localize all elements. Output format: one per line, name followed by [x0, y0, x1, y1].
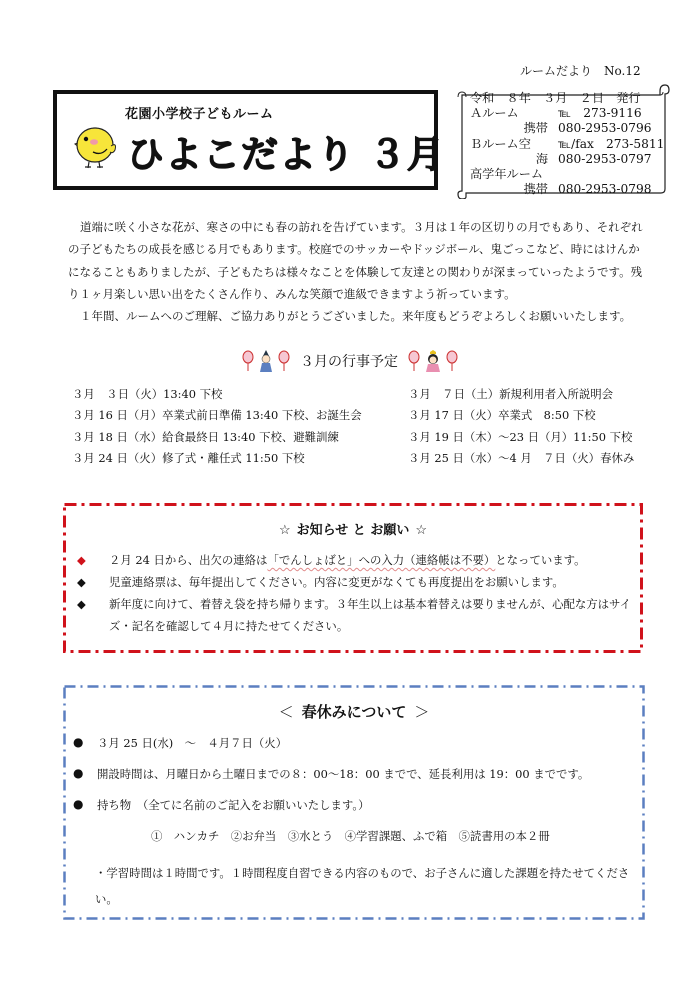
spring-break-box [63, 685, 645, 920]
contact-value: 080-2953-0796 [558, 121, 652, 136]
notice-text: となっています。 [495, 553, 586, 567]
ohinasama-doll-icon [424, 350, 442, 372]
spring-text: ３月 25 日(水) ～ ４月７日（火） [97, 736, 288, 750]
event-item: ３月 24 日（火）修了式・離任式 11:50 下校 [72, 450, 305, 465]
intro-paragraph: １年間、ルームへのご理解、ご協力ありがとうございました。来年度もどうぞよろしくお願いいたします。 [80, 309, 632, 324]
lantern-icon [278, 350, 290, 372]
notice-list [77, 549, 632, 637]
lantern-icon [408, 350, 420, 372]
event-item: ３月 ３日（火）13:40 下校 [72, 387, 223, 401]
contact-value: 080-2953-0798 [558, 182, 652, 197]
spring-item [73, 766, 633, 797]
star-icon: ☆ [415, 523, 427, 538]
event-row [72, 386, 652, 407]
contact-label: Ｂルーム空 [470, 136, 531, 151]
bullet-icon: ● [73, 797, 84, 811]
notice-item [77, 571, 632, 593]
notice-title: お知らせ と お願い [296, 523, 410, 538]
intro-text [68, 216, 648, 327]
lantern-icon [446, 350, 458, 372]
chick-icon [71, 122, 121, 172]
bracket-close: ＞ [414, 703, 430, 721]
notice-text: ２月 24 日から、出欠の連絡は [109, 553, 268, 567]
event-row [72, 407, 652, 428]
belongings-list: ① ハンカチ ②お弁当 ③水とう ④学習課題、ふで箱 ⑤読書用の本２冊 [151, 829, 550, 843]
bracket-open: ＜ [278, 703, 294, 721]
notice-item [77, 593, 632, 637]
spring-list [73, 735, 633, 912]
contact-label: Ａルーム [470, 106, 519, 121]
spring-title: 春休みについて [301, 703, 407, 721]
bullet-icon: ● [73, 735, 84, 749]
page-title: ひよこだより ３月 [127, 133, 445, 176]
star-icon: ☆ [279, 523, 291, 538]
diamond-bullet-icon: ◆ [77, 553, 86, 567]
event-row [72, 429, 652, 450]
diamond-bullet-icon: ◆ [77, 597, 86, 611]
spring-text: 開設時間は、月曜日から土曜日までの８：00～18：00 までで、延長利用は 19：00 までです。 [97, 767, 590, 781]
school-name: 花園小学校子どもルーム [125, 107, 274, 122]
notice-text: 新年度に向けて、着替え袋を持ち帰ります。３年生以上は基本着替えは要りませんが、心配な方はサイズ・記名を確認して４月に持たせてください。 [109, 597, 632, 633]
contact-label: 携帯 [523, 121, 548, 136]
odairisama-doll-icon [258, 350, 274, 372]
contact-label: 高学年ルーム [470, 167, 544, 182]
notice-box [63, 503, 643, 653]
contact-value: ℡/fax 273-5811 [558, 136, 665, 151]
event-item: ３月 17 日（火）卒業式 8:50 下校 [408, 408, 596, 423]
notice-text: 児童連絡票は、毎年提出してください。内容に変更がなくても再度提出をお願いします。 [109, 575, 564, 589]
issue-date: 令和 ８年 ３月 ２日 発行 [470, 91, 641, 105]
spring-heading [63, 701, 645, 722]
events-title: ３月の行事予定 [300, 354, 398, 370]
contact-value: ℡ 273-9116 [558, 106, 642, 121]
event-item: ３月 19 日（木）～23 日（月）11:50 下校 [408, 429, 633, 444]
event-item: ３月 ７日（土）新規利用者入所説明会 [408, 387, 614, 401]
contact-info [470, 91, 664, 197]
event-item: ３月 18 日（水）給食最終日 13:40 下校、避難訓練 [72, 429, 339, 444]
lantern-icon [242, 350, 254, 372]
spring-item [73, 735, 633, 766]
spring-text: 持ち物 （全てに名前のご記入をお願いいたします。） [97, 798, 370, 812]
spring-item [73, 797, 633, 828]
contact-value: 080-2953-0797 [558, 151, 652, 166]
event-item: ３月 16 日（月）卒業式前日準備 13:40 下校、お誕生会 [72, 408, 362, 423]
notice-item [77, 549, 632, 571]
notice-highlight: 「でんしょばと」への入力（連絡帳は不要） [267, 553, 496, 567]
events-heading [242, 350, 458, 372]
intro-paragraph: 道端に咲く小さな花が、寒さの中にも春の訪れを告げています。３月は１年の区切りの月でもあり、それぞれの子どもたちの成長を感じる月でもあります。校庭でのサッカーやドッジボール、鬼ごっこなど、時にはけんかになることもありましたが、子どもたちは様々なことを体験して友達との関わりが深まっていったようです。残り１ヶ月楽しい思い出をたくさん作り、みんな笑顔で進級できますよう祈っています。 [68, 220, 643, 301]
notice-heading [63, 519, 643, 538]
contact-label: 携帯 [523, 182, 548, 197]
diamond-bullet-icon: ◆ [77, 575, 86, 589]
contact-scroll [456, 83, 670, 199]
title-banner [53, 90, 445, 190]
newsletter-number: ルームだより No.12 [520, 64, 641, 78]
event-item: ３月 25 日（水）～4 月 ７日（火）春休み [408, 450, 635, 465]
events-list [72, 386, 652, 471]
event-row [72, 450, 652, 471]
study-note: ・学習時間は１時間です。１時間程度自習できる内容のもので、お子さんに適した課題を持たせてください。 [95, 866, 630, 906]
contact-label: 海 [535, 151, 548, 166]
bullet-icon: ● [73, 766, 84, 780]
